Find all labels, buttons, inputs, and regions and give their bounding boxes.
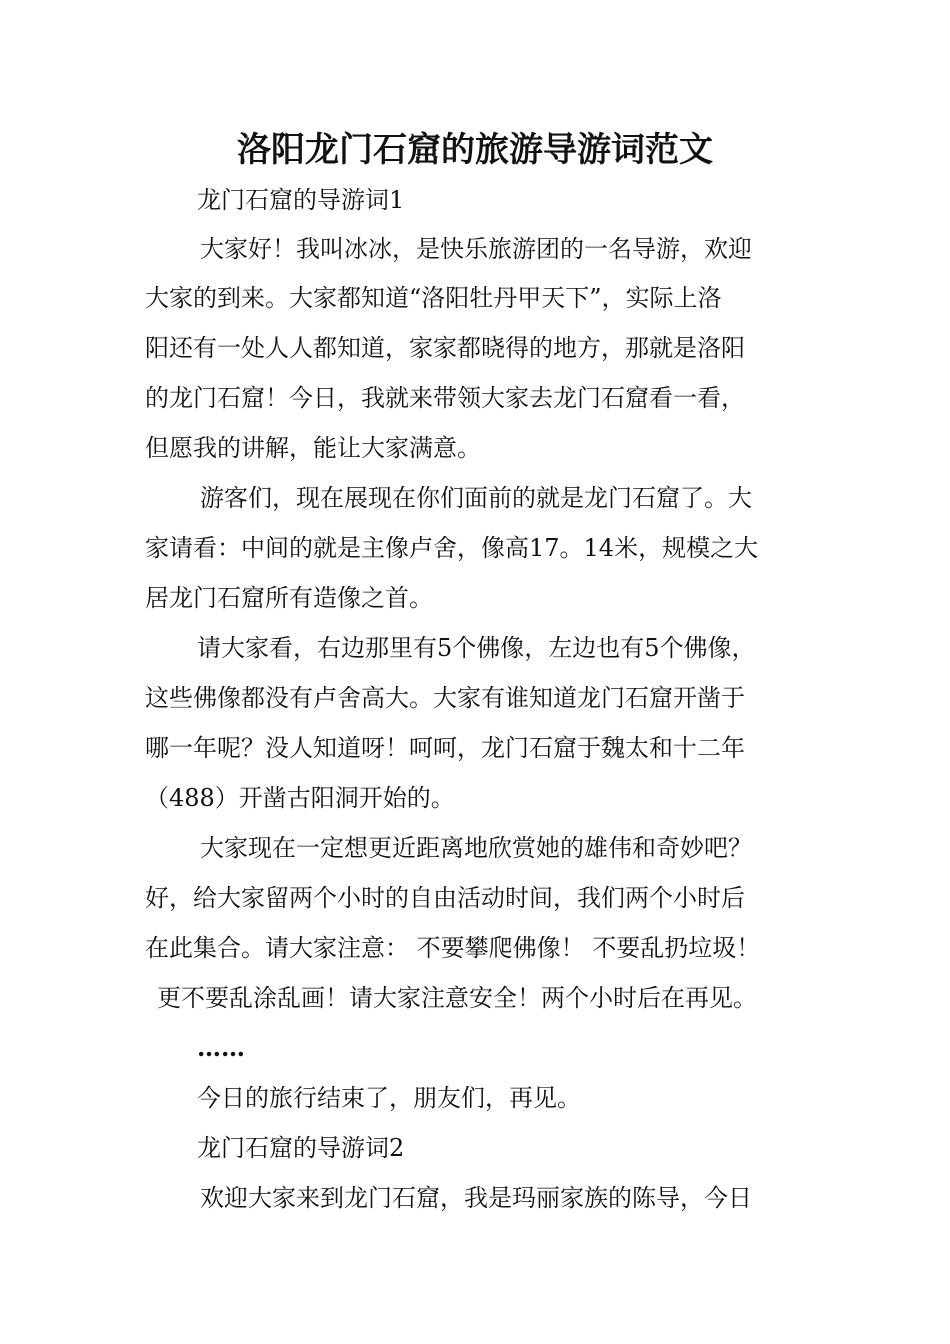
- paragraph-line: 游客们，现在展现在你们面前的就是龙门石窟了。大: [200, 484, 752, 512]
- paragraph-line: 大家好！我叫冰冰，是快乐旅游团的一名导游，欢迎: [200, 235, 752, 263]
- paragraph-line: （488）开凿古阳洞开始的。: [145, 784, 455, 812]
- paragraph-line: 的龙门石窟！今日，我就来带领大家去龙门石窟看一看，: [145, 384, 745, 412]
- paragraph-line: 但愿我的讲解，能让大家满意。: [145, 434, 481, 462]
- paragraph-line: 更不要乱涂乱画！请大家注意安全！两个小时后在再见。: [157, 984, 757, 1012]
- paragraph-line: 居龙门石窟所有造像之首。: [145, 584, 433, 612]
- paragraph-line: 哪一年呢？没人知道呀！呵呵，龙门石窟于魏太和十二年: [145, 734, 745, 762]
- paragraph-line: 好，给大家留两个小时的自由活动时间，我们两个小时后: [145, 884, 745, 912]
- paragraph-line: 大家现在一定想更近距离地欣赏她的雄伟和奇妙吧？: [200, 834, 752, 862]
- paragraph-line: 欢迎大家来到龙门石窟，我是玛丽家族的陈导，今日: [200, 1184, 752, 1212]
- section-heading-1: 龙门石窟的导游词1: [197, 186, 405, 214]
- paragraph-line: 阳还有一处人人都知道，家家都晓得的地方，那就是洛阳: [145, 334, 745, 362]
- paragraph-line: 请大家看，右边那里有5个佛像，左边也有5个佛像，: [197, 634, 756, 662]
- paragraph-line: 这些佛像都没有卢舍高大。大家有谁知道龙门石窟开凿于: [145, 684, 745, 712]
- paragraph-line: 在此集合。请大家注意： 不要攀爬佛像！ 不要乱扔垃圾！: [145, 934, 761, 962]
- paragraph-line: 家请看：中间的就是主像卢舍，像高17。14米，规模之大: [145, 534, 759, 562]
- ellipsis-line: ……: [197, 1033, 245, 1062]
- paragraph-line: 大家的到来。大家都知道“洛阳牡丹甲天下”，实际上洛: [145, 284, 722, 312]
- section-heading-2: 龙门石窟的导游词2: [197, 1134, 405, 1162]
- paragraph-line: 今日的旅行结束了，朋友们，再见。: [197, 1084, 581, 1112]
- document-title: 洛阳龙门石窟的旅游导游词范文: [237, 130, 713, 170]
